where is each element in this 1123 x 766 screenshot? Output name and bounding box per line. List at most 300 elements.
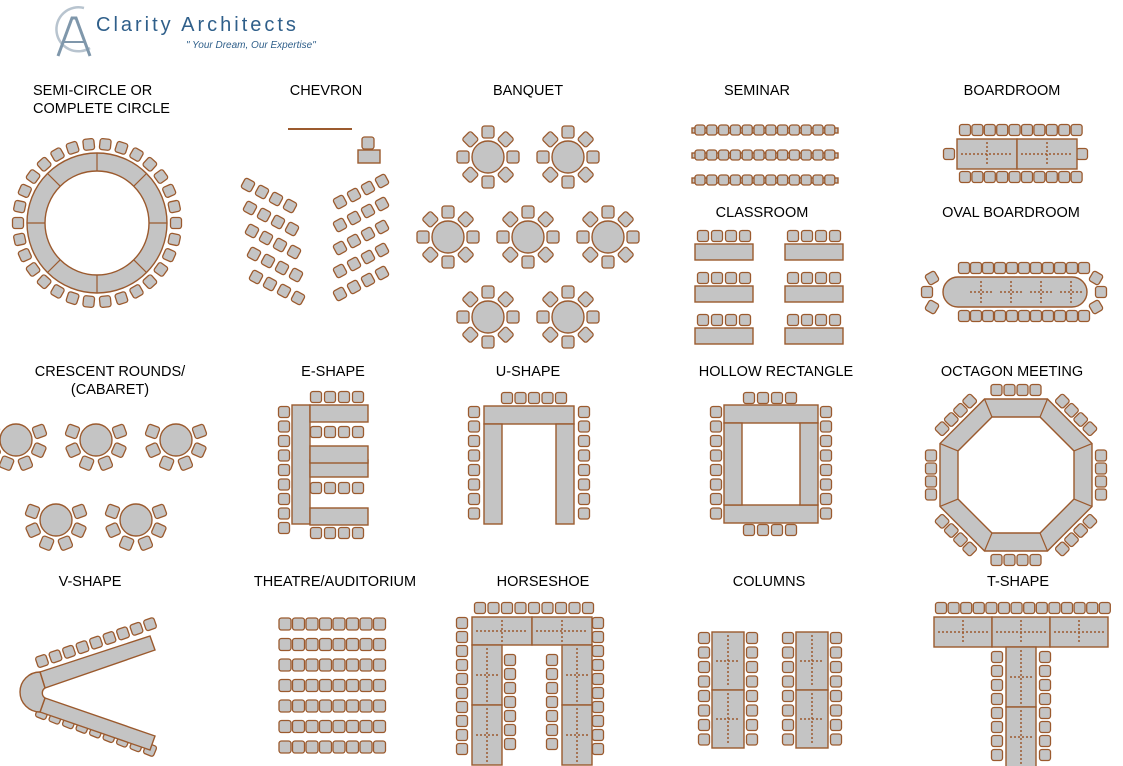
chair [502,393,513,404]
round-table [160,424,192,456]
chair [1040,722,1051,733]
chair [992,666,1003,677]
brand-name: Clarity Architects [96,14,299,36]
chair [13,218,24,229]
label-u-shape: U-SHAPE [495,364,561,380]
chair [821,465,832,476]
chair [283,199,298,214]
chair [1040,694,1051,705]
chair [457,151,469,163]
chair [742,125,752,135]
chair [306,721,318,733]
chair [279,508,290,519]
chair [482,336,494,348]
chair [562,176,574,188]
table [484,406,574,424]
table [310,446,368,463]
chair [593,618,604,629]
chair [261,254,276,269]
chair [821,508,832,519]
chair [245,224,260,239]
chair [241,178,256,193]
chair [831,633,842,644]
chair [143,617,157,631]
chair [306,659,318,671]
chair [375,174,390,189]
chair [515,393,526,404]
chair [83,296,95,308]
chair [579,494,590,505]
chair [457,730,468,741]
chair [273,238,288,253]
chair [347,721,359,733]
chair [374,659,386,671]
chair [602,206,614,218]
round-table [552,141,584,173]
chair [529,393,540,404]
chair [699,734,710,745]
label-classroom: CLASSROOM [715,205,809,221]
layout-octagon [926,385,1107,566]
chair [579,407,590,418]
chair [991,385,1002,396]
chair [926,450,937,461]
chair [1079,263,1090,274]
round-table [40,504,72,536]
chair [801,125,811,135]
chair [922,287,933,298]
chair [320,639,332,651]
chair [58,535,74,551]
chair [347,618,359,630]
chair [1004,385,1015,396]
chair [1096,287,1107,298]
chair [469,450,480,461]
chair [507,151,519,163]
chair [1087,603,1098,614]
chair [289,268,304,283]
chair [279,479,290,490]
chair [72,504,87,519]
chair [162,248,177,263]
chair [333,721,345,733]
chair [138,535,154,551]
chair [821,450,832,461]
table [310,405,368,422]
chair [311,483,322,494]
chair [562,126,574,138]
chair [306,741,318,753]
chair [469,494,480,505]
table [358,150,380,163]
chair [740,315,751,326]
chair [711,421,722,432]
chair [984,172,995,183]
chair [593,632,604,643]
chair [802,315,813,326]
chair [593,660,604,671]
table [556,424,574,524]
chair [711,407,722,418]
chair [1062,603,1073,614]
chair [417,231,429,243]
chair [825,125,835,135]
chair [802,273,813,284]
chair [587,151,599,163]
table [724,405,818,423]
chair [360,639,372,651]
chair [505,725,516,736]
chair [1096,489,1107,500]
chair [593,646,604,657]
chair [469,465,480,476]
chair [293,700,305,712]
chair [742,175,752,185]
chair [1024,603,1035,614]
label-hollow-rectangle: HOLLOW RECTANGLE [698,364,854,380]
chair [142,274,158,290]
chair [995,263,1006,274]
chair [25,169,40,184]
chair [457,716,468,727]
chair [505,683,516,694]
chair [577,231,589,243]
ring-edge [45,171,149,275]
chair [579,421,590,432]
chair [726,315,737,326]
chair [279,465,290,476]
chair [325,427,336,438]
chair [758,525,769,536]
chair [178,455,194,471]
chair [1019,263,1030,274]
chair [699,691,710,702]
chair [457,632,468,643]
chair [816,273,827,284]
table [724,505,818,523]
layout-crescent [0,424,207,551]
chair [788,315,799,326]
chair [469,436,480,447]
chair [992,680,1003,691]
chair [129,147,144,162]
chair [105,504,120,519]
chair [153,262,168,277]
chair [49,649,63,663]
chair [730,175,740,185]
chair [547,231,559,243]
chair [522,256,534,268]
chair [1017,555,1028,566]
chair [1036,603,1047,614]
chair [698,231,709,242]
chair [151,522,167,538]
chair [695,175,705,185]
layout-boardroom [944,125,1088,183]
chair [374,741,386,753]
chair [831,647,842,658]
chair [547,725,558,736]
chair [537,151,549,163]
chair [505,669,516,680]
chair [71,522,87,538]
chair [347,741,359,753]
chair [279,450,290,461]
chair [711,494,722,505]
chair [50,284,65,299]
chair [747,676,758,687]
chair [325,528,336,539]
chair [995,311,1006,322]
chair [730,125,740,135]
chair [112,424,127,439]
layout-v-shape [20,617,157,757]
chair [119,535,135,551]
chair [1040,666,1051,677]
chair [783,647,794,658]
chair [602,256,614,268]
chair [707,150,717,160]
chair [333,264,348,279]
chair [162,184,177,199]
chair [279,494,290,505]
chair [983,311,994,322]
chair [1009,125,1020,136]
chair [754,175,764,185]
chair [360,680,372,692]
round-table [432,221,464,253]
chair [333,700,345,712]
chair [347,188,362,203]
chair [291,291,306,306]
chair [333,659,345,671]
chair [730,150,740,160]
chair [333,680,345,692]
chair [593,674,604,685]
chair [306,700,318,712]
chair [579,508,590,519]
chair [556,393,567,404]
chair [593,744,604,755]
chair [789,125,799,135]
chair [279,680,291,692]
chair [333,218,348,233]
chair [114,291,128,305]
chair [831,720,842,731]
chair [152,504,167,519]
chair [924,270,939,285]
chair [505,739,516,750]
round-table [80,424,112,456]
chair [293,680,305,692]
chair [707,125,717,135]
chair [31,442,47,458]
chair [361,273,376,288]
chair [789,150,799,160]
chair [813,175,823,185]
chair [747,662,758,673]
chair [18,248,33,263]
chair [333,741,345,753]
chair [801,175,811,185]
chair [347,234,362,249]
chair [712,315,723,326]
chair [783,676,794,687]
chair [103,631,117,645]
chair [293,721,305,733]
chair [306,680,318,692]
chair [547,739,558,750]
chair [1079,311,1090,322]
layout-chevron [241,129,390,305]
chair [347,639,359,651]
chair [36,274,52,290]
chair [556,603,567,614]
chair [505,697,516,708]
layout-banquet [417,126,639,348]
chair [569,603,580,614]
chair [997,172,1008,183]
chair [699,676,710,687]
chair [999,603,1010,614]
chair [142,157,158,173]
chair [497,231,509,243]
chair [279,659,291,671]
chair [1030,555,1041,566]
chair [35,654,49,668]
table [785,328,843,344]
chair [259,231,274,246]
chair [353,483,364,494]
chair [1040,680,1051,691]
chair [482,176,494,188]
chair [457,646,468,657]
chair [505,711,516,722]
chair [277,284,292,299]
chair [789,175,799,185]
chair [821,436,832,447]
chair [831,662,842,673]
chair [442,256,454,268]
chair [145,442,161,458]
chair [374,680,386,692]
chair [926,489,937,500]
chair [740,273,751,284]
chair [801,150,811,160]
chair [961,603,972,614]
chair [547,683,558,694]
chair [926,463,937,474]
chair [83,138,95,150]
chair [311,427,322,438]
chair [579,436,590,447]
chair [360,700,372,712]
chair [263,277,278,292]
chair [339,427,350,438]
table [695,328,753,344]
chair [360,741,372,753]
chair [593,730,604,741]
chair [740,231,751,242]
chair [699,705,710,716]
chair [362,137,374,149]
chair [279,436,290,447]
chair [32,424,47,439]
table [785,286,843,302]
chair [744,393,755,404]
chair [36,157,52,173]
chair [374,618,386,630]
chair [992,750,1003,761]
chair [1009,172,1020,183]
round-table [552,301,584,333]
chair [488,603,499,614]
chair [960,172,971,183]
chair [1034,125,1045,136]
chair [579,450,590,461]
chair [992,694,1003,705]
chair [293,659,305,671]
chair [747,691,758,702]
chair [1011,603,1022,614]
chair [547,697,558,708]
chair [831,705,842,716]
chair [726,231,737,242]
chair [25,504,40,519]
chair [1004,555,1015,566]
chair [992,708,1003,719]
chair [311,392,322,403]
label-chevron: CHEVRON [289,83,363,99]
chair [1059,172,1070,183]
chair [306,639,318,651]
chair [747,720,758,731]
chair [579,465,590,476]
chair [475,603,486,614]
chair [786,525,797,536]
chair [788,231,799,242]
chair [699,633,710,644]
chair [1049,603,1060,614]
chair [333,195,348,210]
chair [944,149,955,160]
chair [542,393,553,404]
chair [758,393,769,404]
chair [698,273,709,284]
round-table [120,504,152,536]
chair [347,700,359,712]
chair [747,633,758,644]
chair [747,705,758,716]
chair [986,603,997,614]
chair [699,647,710,658]
chair [320,680,332,692]
chair [778,125,788,135]
layout-theatre [279,618,386,753]
table [724,423,742,505]
chair [813,150,823,160]
chair [1030,385,1041,396]
chair [587,311,599,323]
chair [627,231,639,243]
chair [547,669,558,680]
chair [89,636,103,650]
chair [457,311,469,323]
chair [1031,311,1042,322]
chair [279,741,291,753]
layout-classroom [695,231,843,345]
chair [711,436,722,447]
